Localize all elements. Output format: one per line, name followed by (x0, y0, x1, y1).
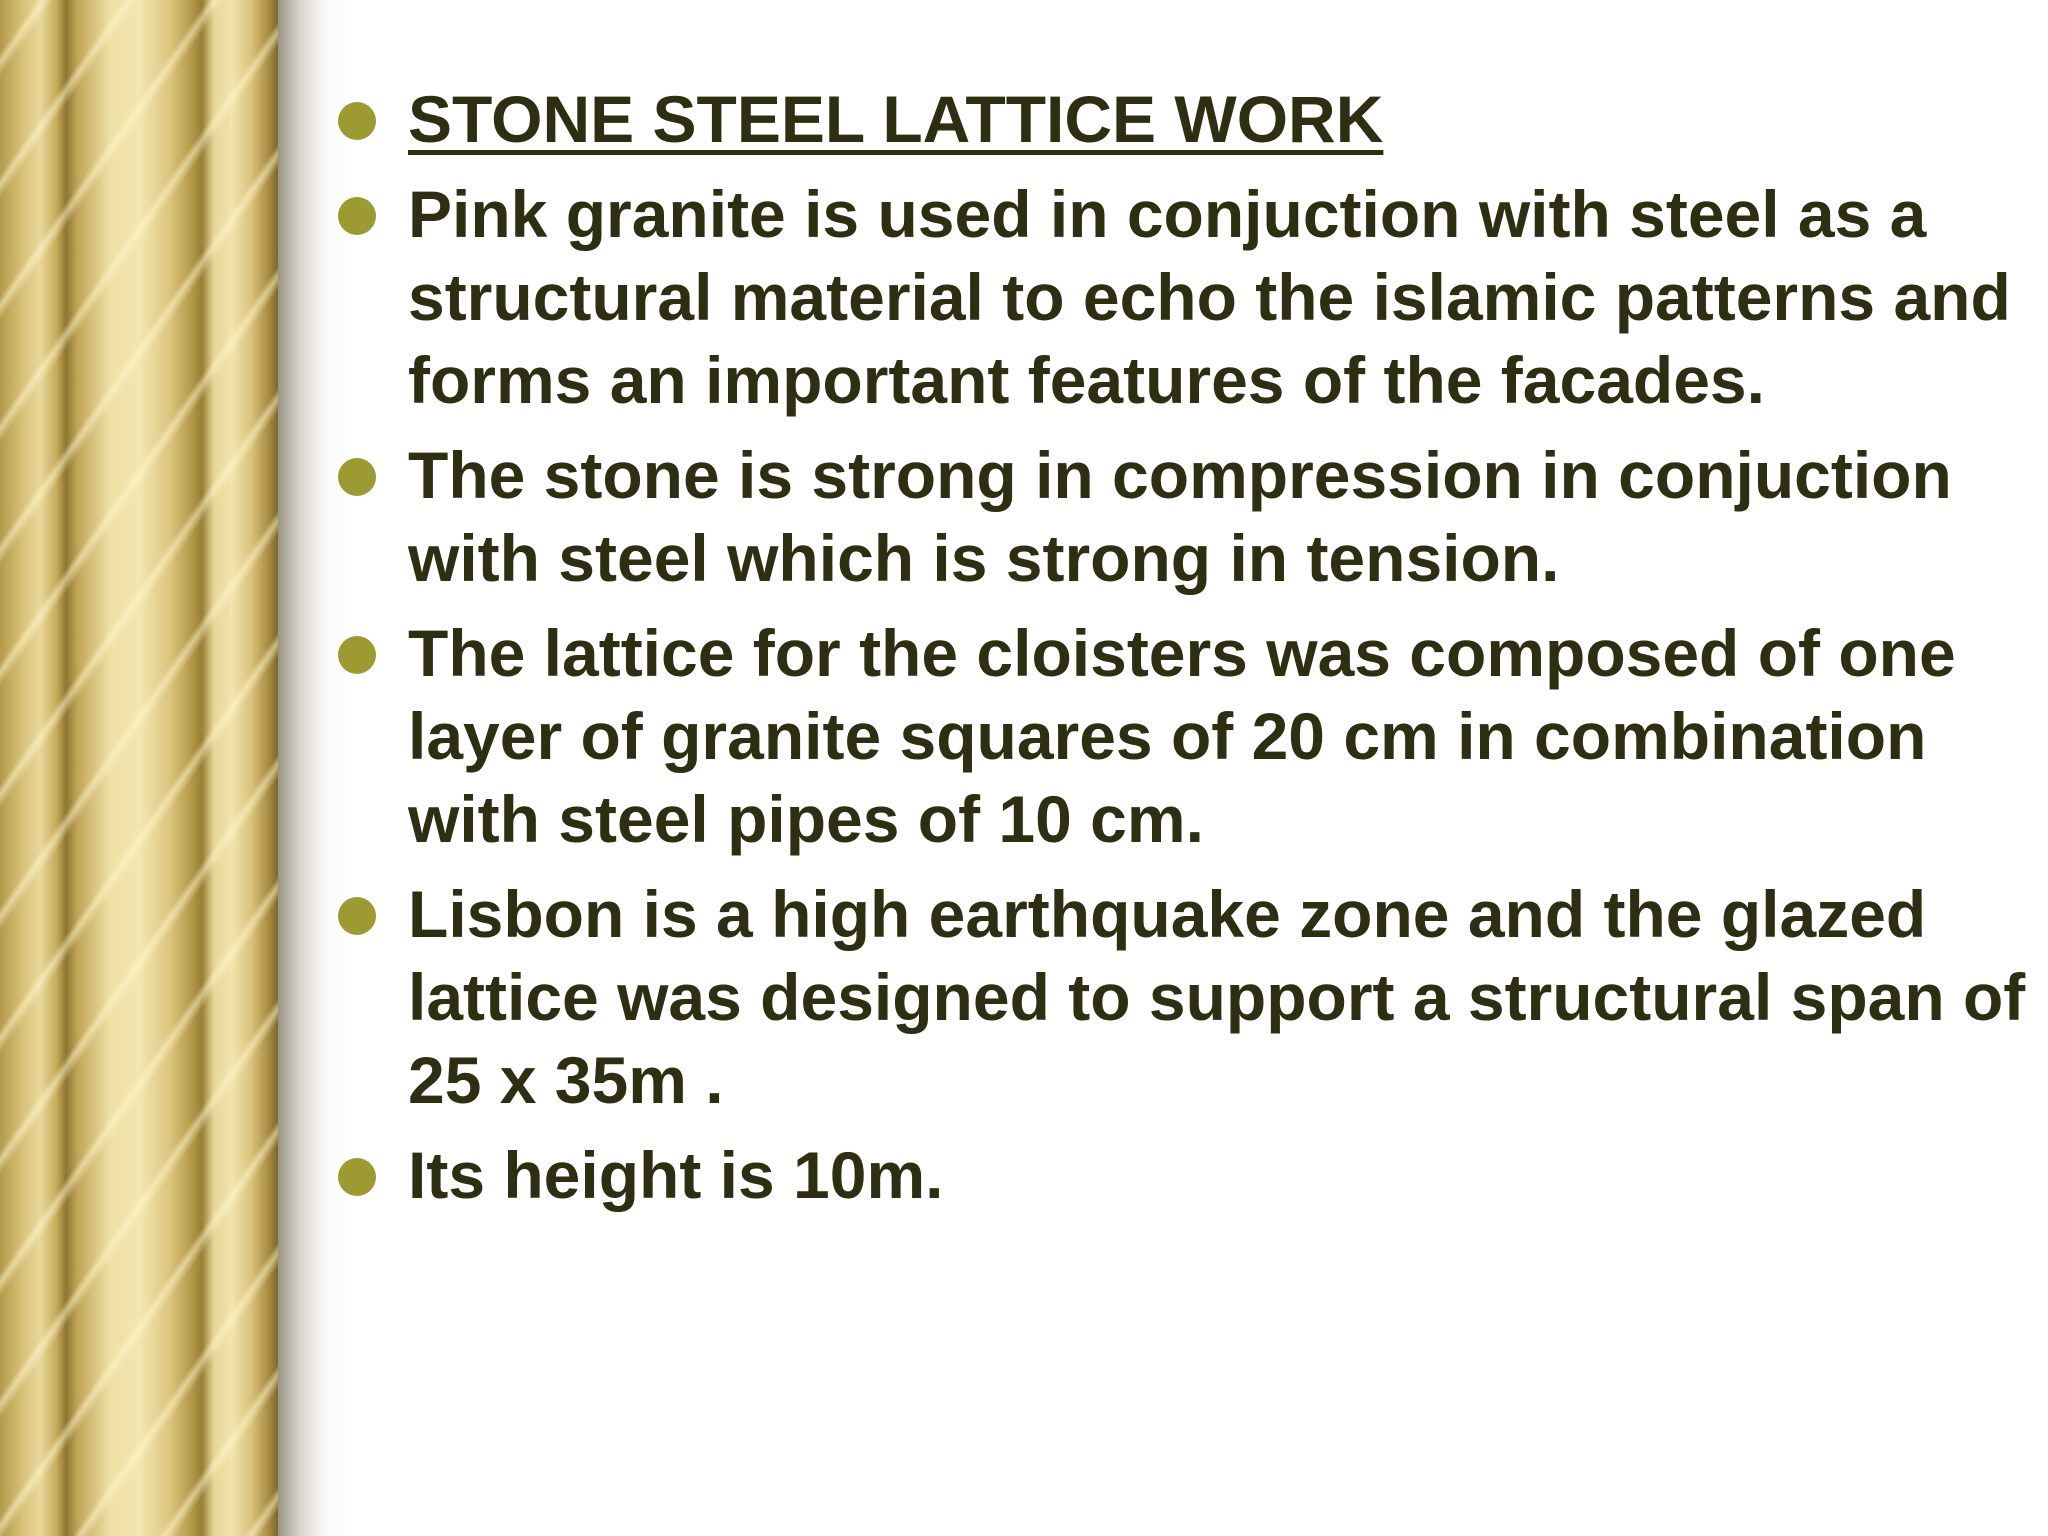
bullet-text: The stone is strong in compression in conjuction with steel which is strong in tension. (408, 438, 1952, 595)
bullet-dot-icon (338, 102, 376, 140)
bullet-item (330, 173, 2030, 422)
bullet-text: The lattice for the cloisters was composed of one layer of granite squares of 20 cm in combination with steel pipes of 10 cm. (408, 616, 1956, 856)
bullet-item (330, 434, 2030, 600)
bullet-dot-icon (338, 897, 376, 935)
slide-content (330, 78, 2030, 1229)
bullet-dot-icon (338, 458, 376, 496)
bullet-text: Pink granite is used in conjuction with steel as a structural material to echo the islamic patterns and forms an important features of the facades. (408, 177, 2011, 417)
bullet-item-heading (330, 78, 2030, 161)
slide-heading: STONE STEEL LATTICE WORK (408, 82, 1384, 156)
bullet-item (330, 1134, 2030, 1217)
bullet-dot-icon (338, 1158, 376, 1196)
bullet-item (330, 873, 2030, 1122)
bullet-text: Lisbon is a high earthquake zone and the glazed lattice was designed to support a structural span of 25 x 35m . (408, 877, 2026, 1117)
decorative-gold-column (0, 0, 278, 1536)
bullet-text: Its height is 10m. (408, 1138, 944, 1212)
bullet-dot-icon (338, 197, 376, 235)
bullet-list (330, 78, 2030, 1217)
bullet-item (330, 612, 2030, 861)
bullet-dot-icon (338, 636, 376, 674)
